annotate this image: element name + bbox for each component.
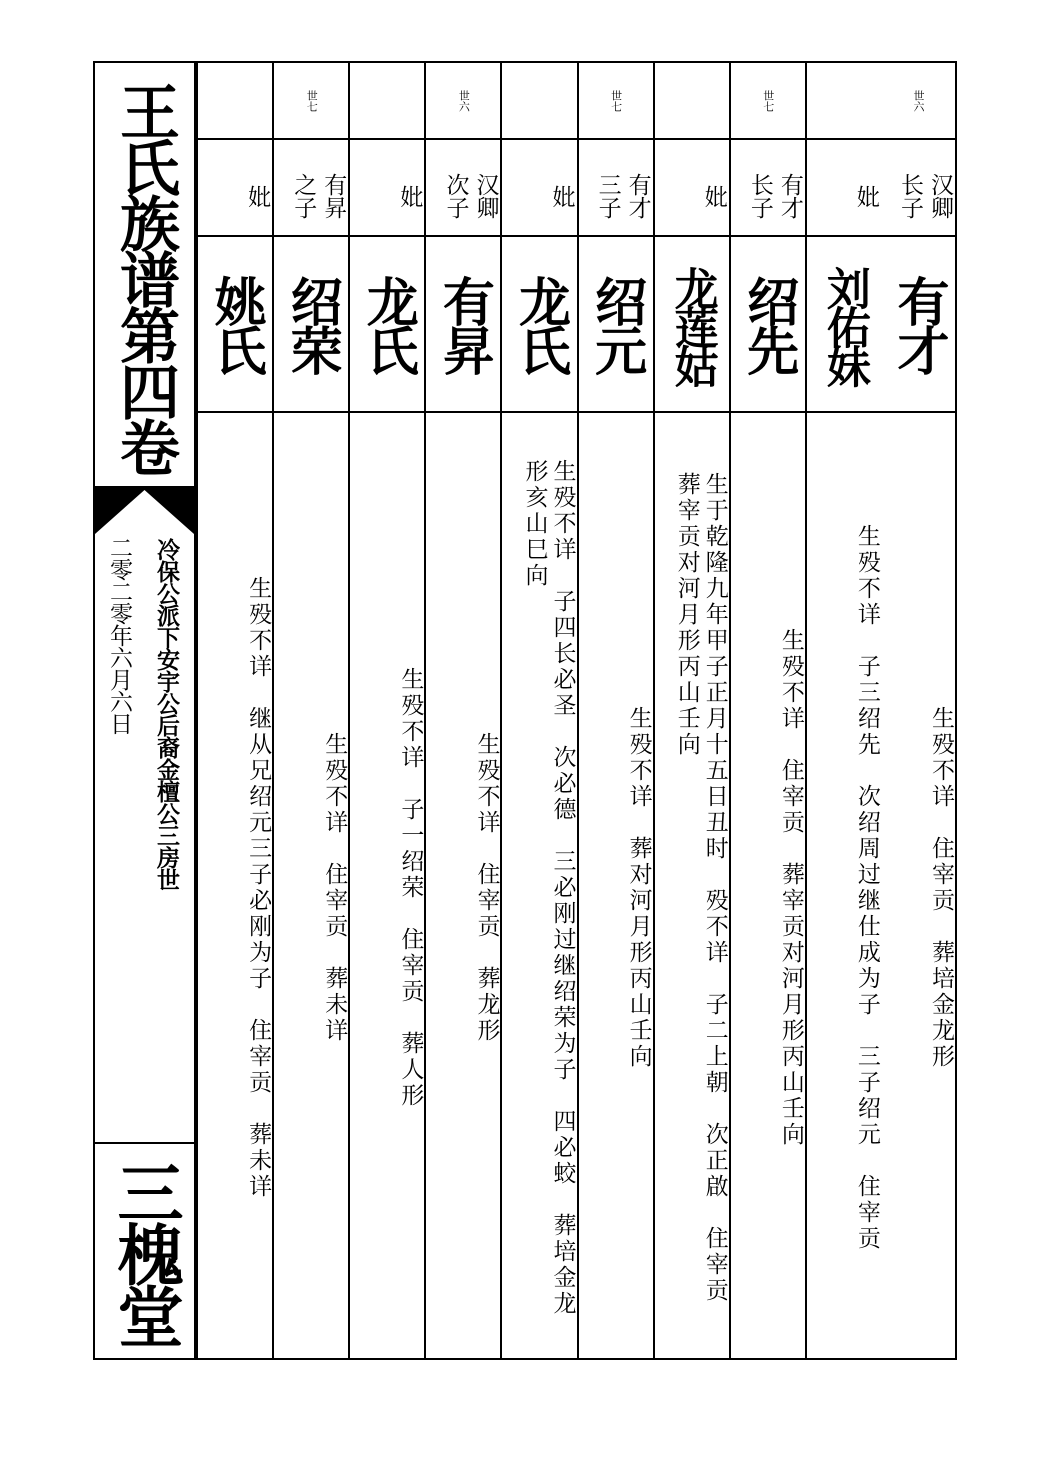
generation-label: 世六 [881,63,955,140]
biography-text: 生于乾隆九年甲子正月十五日丑时 殁不详 子二上朝 次正啟 住宰贡 葬宰贡对河月形丙山壬向 [673,472,728,1304]
relation-label: 有才 三子 [579,140,653,237]
person-name: 刘佑妹 [807,237,881,413]
biography-text: 生殁不详 葬对河月形丙山壬向 [625,706,652,1070]
generation-label [198,63,272,140]
biography-text: 生殁不详 子三绍先 次绍周过继仕成为子 三子绍元 住宰贡 [853,524,880,1252]
generation-label [502,63,576,140]
generation-label: 世七 [579,63,653,140]
record-column [348,63,424,1358]
biography-text: 生殁不详 住宰贡 葬未详 [321,732,348,1044]
person-name: 有昇 [426,237,500,413]
relation-label: 有才 长子 [731,140,805,237]
relation-label: 妣 [502,140,576,237]
record-column [881,63,955,1358]
relation-label: 有昇 之子 [274,140,348,237]
record-column [577,63,653,1358]
relation-label: 妣 [198,140,272,237]
generation-label: 世七 [274,63,348,140]
record-column [653,63,729,1358]
relation-label: 妣 [807,140,881,237]
relation-label: 汉卿 次子 [426,140,500,237]
person-name: 龙氏 [350,237,424,413]
compile-date: 二零二零年六月六日 [106,536,132,734]
biography-text: 生殁不详 住宰贡 葬培金龙形 [928,706,954,1070]
person-name: 龙莲姑 [655,237,729,413]
person-name: 龙氏 [502,237,576,413]
genealogy-page [93,61,957,1360]
relation-label: 妣 [350,140,424,237]
record-column [500,63,576,1358]
person-name: 姚氏 [198,237,272,413]
relation-label: 汉卿 长子 [881,140,955,237]
record-column [424,63,500,1358]
biography-text: 生殁不详 子一绍荣 住宰贡 葬人形 [397,667,424,1109]
record-column [805,63,881,1358]
branch-info [95,536,194,1142]
biography-text: 生殁不详 继从兄绍元三子必刚为子 住宰贡 葬未详 [245,576,272,1200]
person-name: 绍先 [731,237,805,413]
hall-name: 三槐堂 [95,1142,194,1360]
generation-label [807,63,881,140]
generation-label: 世七 [731,63,805,140]
person-name: 有才 [881,237,955,413]
record-column [196,63,272,1358]
record-columns [196,63,955,1358]
lineage-title: 冷保公派下安宇公后裔金檀公三房世 [153,538,180,890]
biography-text: 生殁不详 住宰贡 葬宰贡对河月形丙山壬向 [777,628,804,1148]
person-name: 绍元 [579,237,653,413]
generation-label [350,63,424,140]
person-name: 绍荣 [274,237,348,413]
generation-label: 世六 [426,63,500,140]
biography-text: 生殁不详 住宰贡 葬龙形 [473,732,500,1044]
record-column [272,63,348,1358]
record-column [729,63,805,1358]
generation-label [655,63,729,140]
book-title: 王氏族谱第四卷 [95,63,194,488]
biography-text: 生殁不详 子四长必圣 次必德 三必刚过继绍荣为子 四必蛟 葬培金龙 形亥山巳向 [521,459,576,1317]
relation-label: 妣 [655,140,729,237]
fishtail-mark [95,488,194,534]
title-strip [95,63,196,1358]
